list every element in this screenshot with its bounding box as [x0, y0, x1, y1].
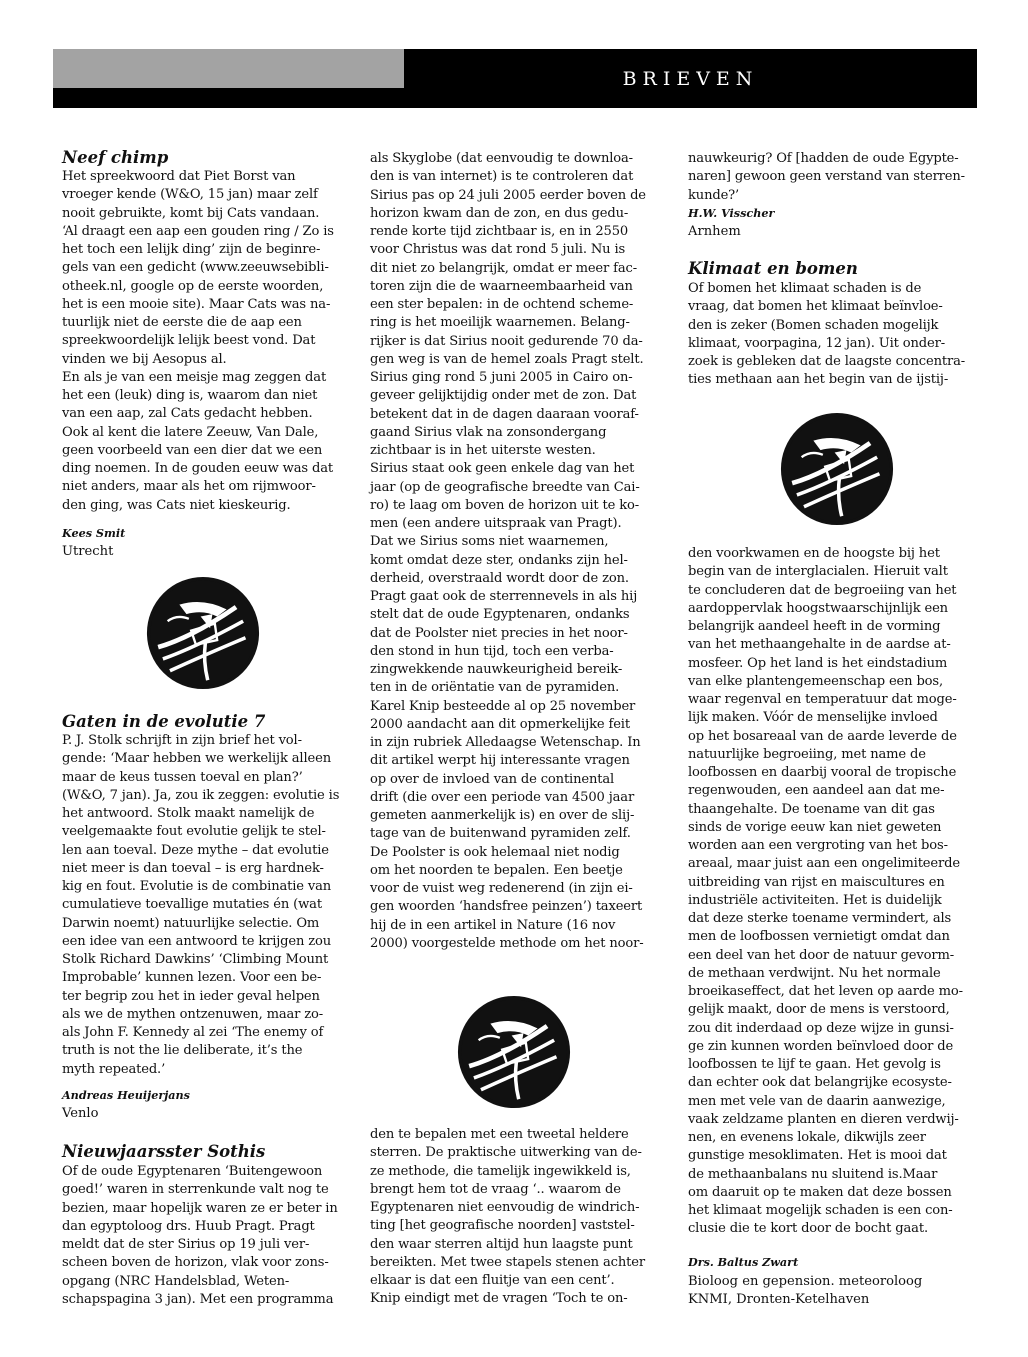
article-title-neef-chimp: Neef chimp: [62, 148, 169, 167]
article-body-neef-chimp: Het spreekwoord dat Piet Borst van vroeger kende (W&O, 15 jan) maar zelf nooit gebruikte, komt bij Cats vandaan. ‘Al draagt een aap een gouden ring / Zo is het toch een lelijk ding’ zijn de beginre- gels van een gedicht (www.zeeuwsebibli- otheek.nl, google op de eerste woorden, het is een mooie site). Maar Cats was na- tuurlijk niet de eerste die de aap een spreekwoordelijk lelijk beest vond. Dat vinden we bij Aesopus al. En als je van een meisje mag zeggen dat het een (leuk) ding is, waarom dan niet van een aap, zal Cats gedacht hebben. Ook al kent die latere Zeeuw, Van Dale, geen voorbeeld van een dier dat we een ding noemen. In de gouden eeuw was dat niet anders, maar als het om rijmwoor- den ging, was Cats niet kieskeurig.: [62, 169, 334, 513]
article-place: Utrecht: [62, 544, 114, 559]
article-title-klimaat-en-bomen: Klimaat en bomen: [688, 259, 858, 278]
palm-emblem-icon: [455, 993, 573, 1111]
palm-emblem-icon: [778, 410, 896, 528]
article-title-gaten-in-de-evolutie: Gaten in de evolutie 7: [62, 712, 266, 731]
column-2: [370, 0, 661, 1357]
article-author: Andreas Heuijerjans: [62, 1088, 190, 1102]
section-title: BRIEVEN: [622, 67, 759, 90]
article-author: H.W. Visscher: [688, 206, 775, 220]
article-body-gaten-in-de-evolutie: P. J. Stolk schrijft in zijn brief het vol- gende: ‘Maar hebben we werkelijk alleen maar de keus tussen toeval en plan?’ (W&O, 7 jan). Ja, zou ik zeggen: evolutie is het antwoord. Stolk maakt namelijk de veelgemaakte fout evolutie gelijk te stel- len aan toeval. Deze mythe – dat evolutie niet meer is dan toeval – is erg hardnek- kig en fout. Evolutie is de combinatie van cumulatieve toevallige mutaties én (wat Darwin noemt) natuurlijke selectie. Om een idee van een antwoord te krijgen zou Stolk Richard Dawkins’ ‘Climbing Mount Improbable’ kunnen lezen. Voor een be- ter begrip zou het in ieder geval helpen als we de mythen ontzenuwen, maar zo- als John F. Kennedy al zei ‘The enemy of truth is not the lie deliberate, it’s the myth repeated.’: [62, 733, 340, 1077]
article-place: Arnhem: [688, 224, 741, 239]
column-3: [688, 0, 978, 1357]
article-body-nieuwjaarsster-sothis: Of de oude Egyptenaren ‘Buitengewoon goed!’ waren in sterrenkunde valt nog te bezien, maar hopelijk waren ze er beter in dan egyptoloog drs. Huub Pragt. Pragt meldt dat de ster Sirius op 19 juli ver- scheen boven de horizon, vlak voor zons- opgang (NRC Handelsblad, Weten- schapspagina 3 jan). Met een programma: [62, 1164, 338, 1307]
article-author: Drs. Baltus Zwart: [688, 1255, 799, 1269]
article-place: Venlo: [62, 1106, 99, 1121]
column-1: [62, 0, 349, 1357]
article-body-klimaat-en-bomen-continued: den voorkwamen en de hoogste bij het begin van de interglacialen. Hieruit valt te concluderen dat de begroeiing van het aardoppervlak hoogstwaarschijnlijk een belangrijk aandeel heeft in de vorming van het methaangehalte in de aardse at- mosfeer. Op het land is het eindstadium van elke plantengemeenschap een bos, waar regenval en temperatuur dat moge- lijk maken. Vóór de menselijke invloed op het bosareaal van de aarde leverde de natuurlijke begroeiing, met name de loofbossen en daarbij vooral de tropische regenwouden, een aandeel aan dat me- thaangehalte. De toename van dit gas sinds de vorige eeuw kan niet geweten worden aan een vergroting van het bos- areaal, maar juist aan een ongelimiteerde uitbreiding van rijst en maiscultures en industriële activiteiten. Het is duidelijk dat deze sterke toename vermindert, als men de loofbossen vernietigt omdat dan een deel van het door de natuur gevorm- de methaan verdwijnt. Nu het normale broeikaseffect, dat het leven op aarde mo- gelijk maakt, door de mens is verstoord, zou dit inderdaad op deze wijze in gunsi- ge zin kunnen worden beïnvloed door de loofbossen te lijf te gaan. Het gevolg is dan echter ook dat belangrijke ecosyste- men met vele van de daarin aanwezige, vaak zeldzame planten en dieren verdwij- nen, en evenens lokale, dikwijls zeer gunstige mesoklimaten. Het is mooi dat de methaanbalans nu sluitend is.Maar om daaruit op te maken dat deze bossen het klimaat mogelijk schaden is een con- clusie die te kort door de bocht gaat.: [688, 546, 963, 1237]
article-body-klimaat-en-bomen: Of bomen het klimaat schaden is de vraag, dat bomen het klimaat beïnvloe- den is zeker (Bomen schaden mogelijk klimaat, voorpagina, 12 jan). Uit onder- zoek is gebleken dat de laagste concentra- ties methaan aan het begin van de ijstij-: [688, 281, 966, 388]
article-place: Bioloog en gepension. meteoroloog KNMI, Dronten-Ketelhaven: [688, 1274, 923, 1307]
palm-emblem-icon: [144, 574, 262, 692]
article-body-nieuwjaarsster-sothis-final: nauwkeurig? Of [hadden de oude Egypte- naren] gewoon geen verstand van sterren- kunde?’: [688, 151, 965, 203]
article-body-nieuwjaarsster-sothis-continued: als Skyglobe (dat eenvoudig te downloa- den is van internet) is te controleren dat Sirius pas op 24 juli 2005 eerder boven de horizon kwam dan de zon, en dus gedu- rende korte tijd zichtbaar is, en in 2550 voor Christus was dat rond 5 juli. Nu is dit niet zo belangrijk, omdat er meer fac- toren zijn die de waarneembaarheid van een ster bepalen: in de ochtend scheme- ring is het moeilijk waarnemen. Belang- rijker is dat Sirius nooit gedurende 70 da- gen weg is van de hemel zoals Pragt stelt. Sirius ging rond 5 juni 2005 in Cairo on- geveer gelijktijdig onder met de zon. Dat betekent dat in de dagen daaraan vooraf- gaand Sirius vlak na zonsondergang zichtbaar is in het uiterste westen. Sirius staat ook geen enkele dag van het jaar (op de geografische breedte van Cai- ro) te laag om boven de horizon uit te ko- men (een andere uitspraak van Pragt). Dat we Sirius soms niet waarnemen, komt omdat deze ster, ondanks zijn hel- derheid, overstraald wordt door de zon. Pragt gaat ook de sterrennevels in als hij stelt dat de oude Egyptenaren, ondanks dat de Poolster niet precies in het noor- den stond in hun tijd, toch een verba- zingwekkende nauwkeurigheid bereik- ten in de oriëntatie van de pyramiden. Karel Knip besteedde al op 25 november 2000 aandacht aan dit opmerkelijke feit in zijn rubriek Alledaagse Wetenschap. In dit artikel werpt hij interessante vragen op over de invloed van de continental drift (die over een periode van 4500 jaar gemeten aanmerkelijk is) en over de slij- tage van de buitenwand pyramiden zelf. De Poolster is ook helemaal niet nodig om het noorden te bepalen. Een beetje voor de vuist weg redenerend (in zijn ei- gen woorden ‘handsfree peinzen’) taxeert hij de in een artikel in Nature (16 nov 2000) voorgestelde methode om het noor-: [370, 151, 646, 951]
article-body-nieuwjaarsster-sothis-end: den te bepalen met een tweetal heldere sterren. De praktische uitwerking van de- ze methode, die tamelijk ingewikkeld is, brengt hem tot de vraag ‘.. waarom de Egyptenaren niet eenvoudig de windrich- ting [het geografische noorden] vaststel- den waar sterren altijd hun laagste punt bereikten. Met twee stapels stenen achter elkaar is dat een fluitje van een cent’. Knip eindigt met de vragen ‘Toch te on-: [370, 1127, 645, 1307]
article-author: Kees Smit: [62, 526, 126, 540]
article-title-nieuwjaarsster-sothis: Nieuwjaarsster Sothis: [62, 1142, 266, 1161]
